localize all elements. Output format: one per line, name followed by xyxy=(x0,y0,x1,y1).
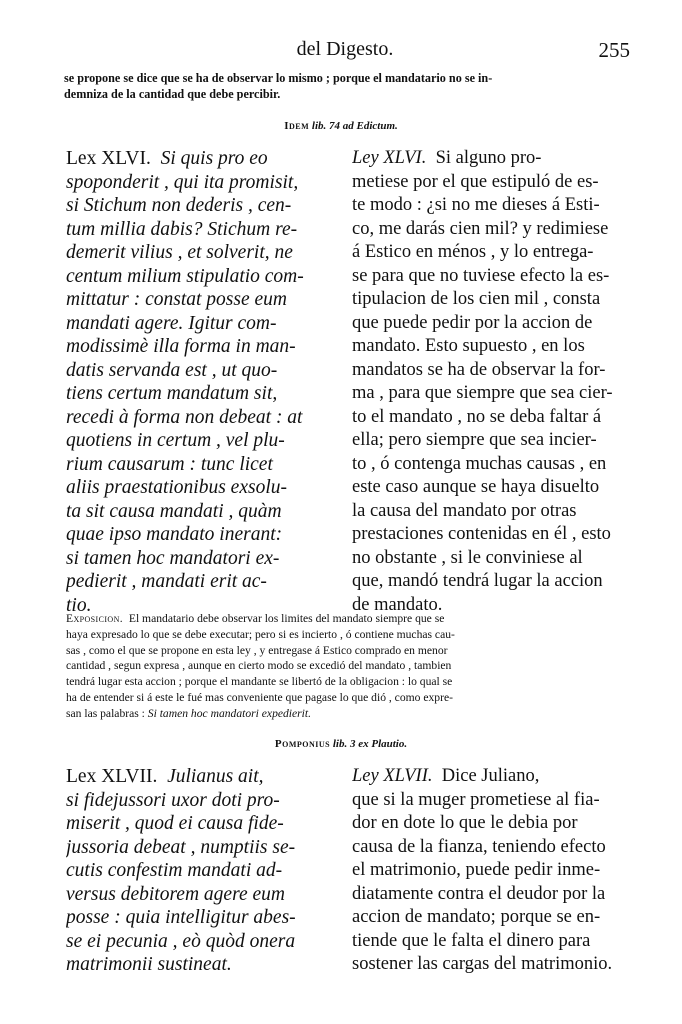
latin-line: modissimè illa forma in man- xyxy=(66,336,296,357)
latin-line: quae ipso mandato inerant: xyxy=(66,524,283,545)
spanish-line: ella; pero siempre que sea incier- xyxy=(352,430,597,450)
spanish-line: el matrimonio, puede pedir inme- xyxy=(352,860,601,880)
latin-line-text: Si quis pro eo xyxy=(160,148,268,169)
law-heading: Ley XLVI. xyxy=(352,148,427,168)
page-number: 255 xyxy=(598,38,630,62)
latin-line: miserit , quod ei causa fide- xyxy=(66,813,284,834)
law-heading: Ley XLVII. xyxy=(352,766,433,786)
spanish-line: tiende que le falta el dinero para xyxy=(352,930,591,951)
exposicion-line: sas , como el que se propone en esta ley , y entregase á Estico comprado en menor xyxy=(66,643,448,657)
spanish-line-text: Si alguno pro- xyxy=(435,148,542,168)
source-citation xyxy=(0,120,682,132)
spanish-line: tipulacion de los cien mil , consta xyxy=(352,289,601,309)
exposicion-commentary xyxy=(66,611,622,722)
latin-line: matrimonii sustineat. xyxy=(66,954,232,975)
exposicion-line: ha de entender si á este le fué mas conveniente que pagase lo que dió , como expre- xyxy=(66,690,453,704)
spanish-line: prestaciones contenidas en él , esto xyxy=(352,524,611,544)
latin-line: posse : quia intelligitur abes- xyxy=(66,907,296,928)
spanish-text-column xyxy=(352,765,620,977)
spanish-line: no obstante , si le conviniese al xyxy=(352,547,583,568)
law-heading: Lex XLVI. xyxy=(66,148,151,169)
source-author: Pomponius xyxy=(274,738,331,750)
latin-line-text: Julianus ait, xyxy=(167,766,264,787)
latin-line: tio. xyxy=(66,594,92,616)
latin-line: si tamen hoc mandatori ex- xyxy=(66,547,280,569)
latin-line: rium causarum : tunc licet xyxy=(66,453,273,475)
spanish-line: que si la muger prometiese al fia- xyxy=(352,789,600,810)
spanish-line: diatamente contra el deudor por la xyxy=(352,883,606,904)
running-head xyxy=(60,38,630,64)
latin-line: quotiens in certum , vel plu- xyxy=(66,430,285,451)
latin-line: si fidejussori uxor doti pro- xyxy=(66,789,280,811)
latin-line: spoponderit , qui ita promisit, xyxy=(66,171,299,193)
exposicion-line: cantidad , segun expresa , aunque en cierto modo se excedió del mandato , tambien xyxy=(66,659,452,673)
law-heading: Lex XLVII. xyxy=(66,766,158,787)
continuation-paragraph xyxy=(64,70,620,102)
latin-line: cutis confestim mandati ad- xyxy=(66,860,283,881)
latin-line: si Stichum non dederis , cen- xyxy=(66,195,292,216)
latin-line: mandati agere. Igitur com- xyxy=(66,312,277,334)
latin-line: versus debitorem agere eum xyxy=(66,883,285,905)
spanish-line: metiese por el que estipuló de es- xyxy=(352,171,599,192)
spanish-line: mandatos se ha de observar la for- xyxy=(352,359,606,380)
latin-line: recedi à forma non debeat : at xyxy=(66,406,303,428)
spanish-line: accion de mandato; porque se en- xyxy=(352,907,601,927)
spanish-line: mandato. Esto supuesto , en los xyxy=(352,336,585,356)
spanish-line-text: Dice Juliano, xyxy=(441,766,540,786)
spanish-line: to el mandato , no se deba faltar á xyxy=(352,406,602,427)
exposicion-first-line xyxy=(66,611,622,627)
spanish-line: de mandato. xyxy=(352,594,443,615)
exposicion-line: tendrá lugar esta accion ; porque el mandante se libertó de la obligacion : lo qual se xyxy=(66,675,453,689)
exposicion-quote: Si tamen hoc mandatori expedierit. xyxy=(147,706,312,720)
latin-line: tiens certum mandatum sit, xyxy=(66,383,278,404)
spanish-line: ma , para que siempre que sea cier- xyxy=(352,383,613,403)
running-head-title: del Digesto. xyxy=(296,38,394,60)
spanish-line: á Estico en ménos , y lo entrega- xyxy=(352,242,594,262)
latin-line: demerit vilius , et solverit, ne xyxy=(66,242,293,263)
exposicion-last-line xyxy=(66,706,622,722)
latin-line: jussoria debeat , numptiis se- xyxy=(66,836,296,858)
source-reference: lib. 3 ex Plautio. xyxy=(332,738,408,750)
spanish-line: que, mandó tendrá lugar la accion xyxy=(352,571,603,591)
spanish-line: te modo : ¿si no me dieses á Esti- xyxy=(352,195,600,215)
spanish-line: sostener las cargas del matrimonio. xyxy=(352,954,613,974)
latin-line: centum milium stipulatio com- xyxy=(66,265,304,287)
exposicion-line-text: san las palabras : xyxy=(66,706,145,720)
spanish-line: este caso aunque se haya disuelto xyxy=(352,477,600,497)
continuation-line: se propone se dice que se ha de observar lo mismo ; porque el mandatario no se in- xyxy=(64,71,493,85)
spanish-line: se para que no tuviese efecto la es- xyxy=(352,265,610,286)
source-citation xyxy=(0,738,682,750)
spanish-text-column xyxy=(352,147,620,617)
spanish-line: que puede pedir por la accion de xyxy=(352,312,593,333)
exposicion-line: haya expresado lo que se debe executar; pero si es incierto , ó contiene muchas cau- xyxy=(66,627,455,641)
latin-first-line xyxy=(66,147,338,171)
latin-text-column xyxy=(66,765,338,977)
spanish-first-line xyxy=(352,147,620,171)
latin-line: tum millia dabis? Stichum re- xyxy=(66,218,298,240)
spanish-line: dor en dote lo que le debia por xyxy=(352,813,578,833)
spanish-line: co, me darás cien mil? y redimiese xyxy=(352,218,609,239)
exposicion-label: Exposicion. xyxy=(66,612,124,625)
latin-line: datis servanda est , ut quo- xyxy=(66,359,278,381)
latin-line: ta sit causa mandati , quàm xyxy=(66,500,282,522)
source-author: Idem xyxy=(284,120,310,132)
latin-line: mittatur : constat posse eum xyxy=(66,289,287,310)
latin-text-column xyxy=(66,147,338,617)
latin-line: se ei pecunia , eò quòd onera xyxy=(66,930,296,952)
latin-line: aliis praestationibus exsolu- xyxy=(66,477,287,498)
spanish-line: to , ó contenga muchas causas , en xyxy=(352,453,607,474)
spanish-line: la causa del mandato por otras xyxy=(352,500,577,521)
source-reference: lib. 74 ad Edictum. xyxy=(311,120,398,132)
latin-first-line xyxy=(66,765,338,789)
exposicion-line-text: El mandatario debe observar los limites del mandato siempre que se xyxy=(128,612,445,625)
continuation-line: demniza de la cantidad que debe percibir. xyxy=(64,87,281,101)
spanish-line: causa de la fianza, teniendo efecto xyxy=(352,836,606,857)
spanish-first-line xyxy=(352,765,620,789)
latin-line: pedierit , mandati erit ac- xyxy=(66,571,267,592)
